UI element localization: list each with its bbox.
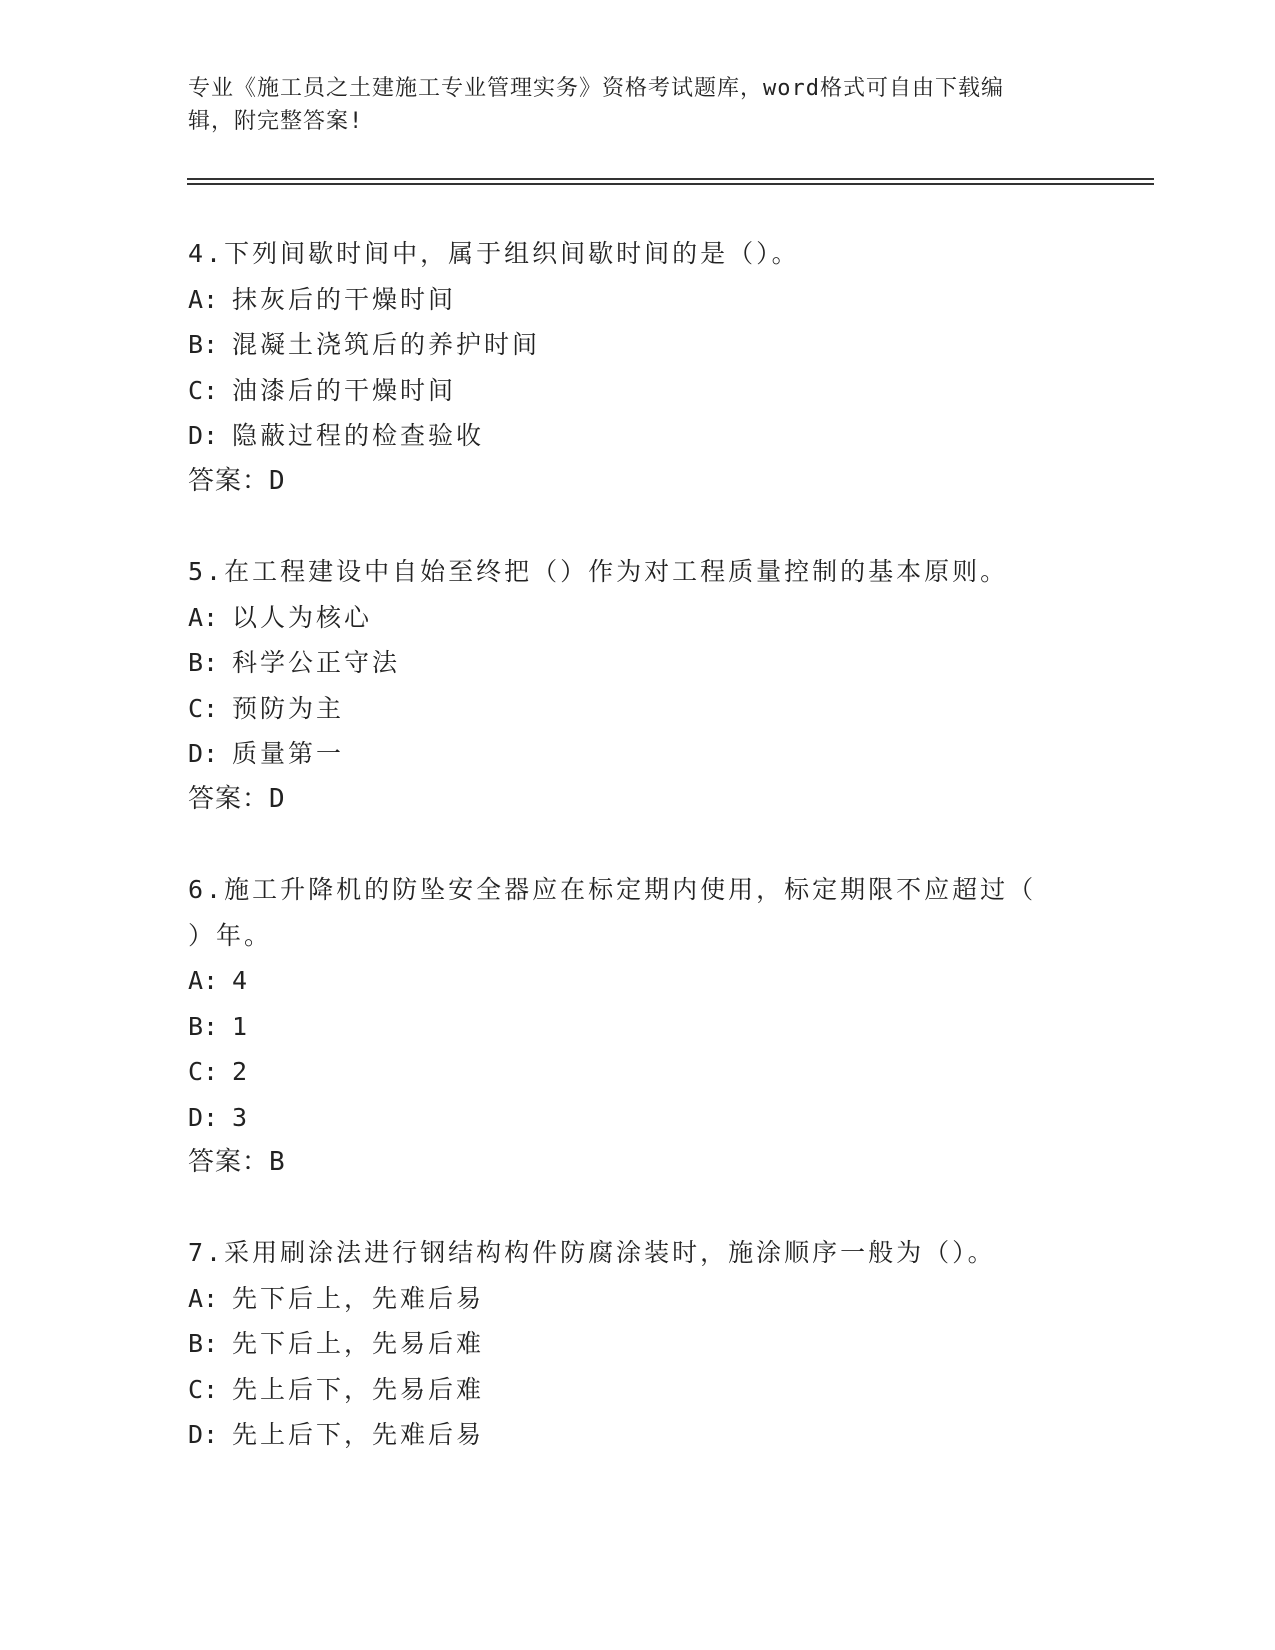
question-stem: 7.采用刷涂法进行钢结构构件防腐涂装时，施涂顺序一般为（）。 [188,1238,996,1267]
option-text: 抹灰后的干燥时间 [232,284,457,314]
option-c [188,1367,1088,1413]
option-text: 先下后上，先难后易 [232,1283,485,1313]
option-letter: C: [188,375,219,405]
option-a [188,1276,1088,1322]
header-line-1: 专业《施工员之土建施工专业管理实务》资格考试题库，word格式可自由下载编 [188,76,1004,101]
option-d [188,1095,1088,1141]
header-divider-bottom [187,183,1154,185]
option-c [188,368,1088,414]
option-letter: B: [188,648,219,677]
option-letter: A: [188,966,219,995]
option-text: 油漆后的干燥时间 [232,375,457,405]
option-letter: C: [188,1374,219,1404]
question-stem: 4.下列间歇时间中，属于组织间歇时间的是（）。 [188,239,800,268]
option-d [188,1412,1088,1458]
option-letter: D: [188,739,219,768]
option-b [188,640,1088,686]
option-c [188,686,1088,732]
answer: 答案：B [188,1147,286,1177]
option-b [188,1004,1088,1050]
option-text: 1 [232,1011,251,1041]
option-d [188,413,1088,459]
question-stem-continued: ）年。 [188,920,273,950]
option-text: 质量第一 [232,739,345,768]
header-line-2: 辑，附完整答案! [188,109,364,134]
question-7 [188,1230,1088,1458]
option-text: 混凝土浇筑后的养护时间 [232,330,541,359]
header-divider-top [187,178,1154,180]
option-text: 先下后上，先易后难 [232,1329,485,1358]
question-stem: 6.施工升降机的防坠安全器应在标定期内使用，标定期限不应超过（ [188,875,1037,904]
option-letter: B: [188,1329,219,1358]
option-a [188,958,1088,1004]
question-5 [188,549,1088,822]
question-stem: 5.在工程建设中自始至终把（）作为对工程质量控制的基本原则。 [188,557,1009,586]
option-text: 4 [232,966,251,995]
option-a [188,277,1088,323]
option-a [188,595,1088,641]
option-d [188,731,1088,777]
answer: 答案：D [188,465,286,496]
option-text: 3 [232,1102,251,1132]
document-header [188,72,1068,138]
option-letter: A: [188,1283,219,1313]
question-6 [188,867,1088,1186]
option-letter: B: [188,330,219,359]
option-b [188,322,1088,368]
option-letter: A: [188,284,219,314]
option-text: 以人为核心 [232,602,373,632]
option-text: 科学公正守法 [232,648,401,677]
option-letter: A: [188,602,219,632]
option-letter: D: [188,421,219,450]
option-letter: D: [188,1420,219,1449]
option-text: 先上后下，先易后难 [232,1374,485,1404]
option-letter: D: [188,1102,219,1132]
option-letter: C: [188,693,219,723]
answer: 答案：D [188,783,286,814]
option-letter: B: [188,1011,219,1041]
option-text: 隐蔽过程的检查验收 [232,421,485,450]
option-text: 预防为主 [232,693,345,723]
option-c [188,1049,1088,1095]
option-text: 先上后下，先难后易 [232,1420,485,1449]
option-b [188,1321,1088,1367]
option-letter: C: [188,1057,219,1086]
option-text: 2 [232,1057,251,1086]
question-4 [188,231,1088,504]
